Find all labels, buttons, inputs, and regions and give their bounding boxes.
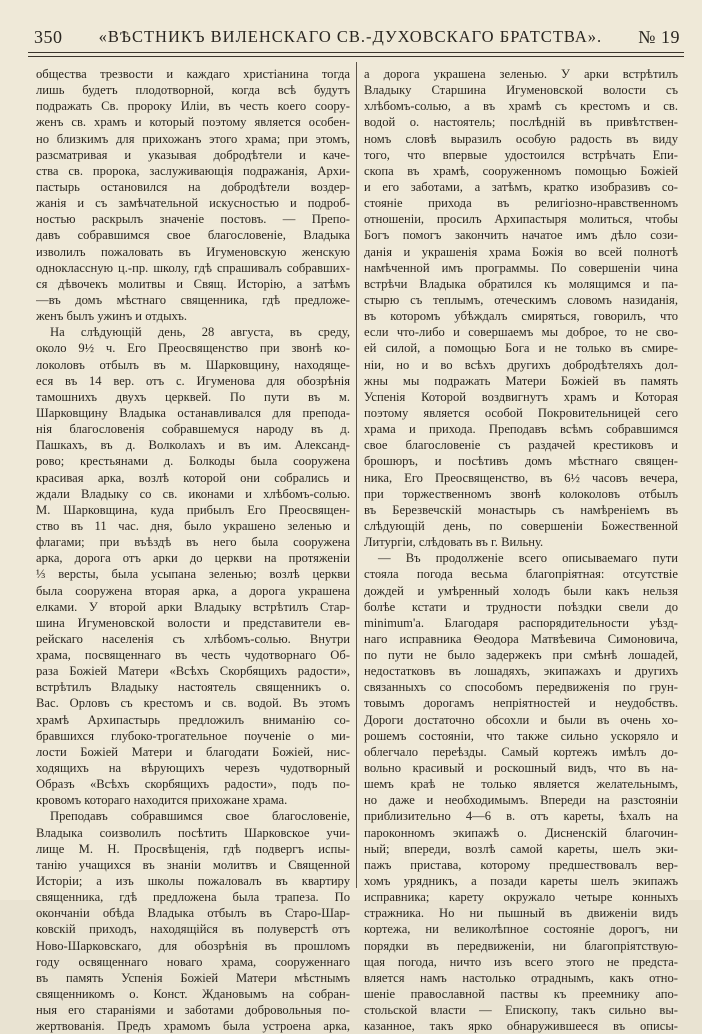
text-line: данія и украшенія храма Божія во всей полнотѣ <box>364 244 678 259</box>
text-line: наго исправника Ѳеодора Матвѣевича Симоновича, <box>364 631 678 646</box>
text-line: лости Божіей Матери и благодати Божіей, нис- <box>36 744 350 759</box>
text-line: ніи, но и во всѣхъ другихъ добродѣтеляхъ дол- <box>364 357 678 372</box>
text-line: при торжественномъ звонѣ колоколовъ отбылъ <box>364 486 678 501</box>
text-line: женъ былъ ужинъ и отдыхъ. <box>36 309 188 324</box>
text-line: храмѣ Архипастырь предложилъ вниманію со- <box>36 712 350 727</box>
text-line: связанныхъ со способомъ передвиженія по грун- <box>364 680 678 695</box>
text-line: шина Игуменовской волости и представители ев- <box>36 615 350 630</box>
text-line: исправника; карету окружало четыре конныхъ <box>364 890 678 905</box>
text-line: Шарковщину Владыка останавливался для препода- <box>36 405 350 420</box>
text-line: Владыку Старшина Игуменовской волости съ <box>364 83 678 98</box>
text-line: локоловъ отбылъ въ м. Шарковщину, находяще- <box>36 357 350 372</box>
text-line: — Въ продолженіе всего описываемаго пути <box>378 551 678 566</box>
text-line: ныя его стараніями и заботами добровольныя по- <box>36 1003 350 1018</box>
text-line: Дороги достаточно обсохли и были въ очень хо- <box>364 712 678 727</box>
text-line: стырю съ теплымъ, отеческимъ словомъ назиданія, <box>364 292 678 307</box>
text-line: облегчало переѣзды. Самый кортежъ имѣлъ до- <box>364 744 678 759</box>
text-line: ства св. пророка, заслуживающія подражанія, Архи- <box>36 163 350 178</box>
left-text-column <box>36 66 350 1034</box>
text-line: встрѣчи Владыка обратился къ молящимся и па- <box>364 276 678 291</box>
text-line: приблизительно 4—6 в. отъ кареты, ѣхалъ на <box>364 809 678 824</box>
text-line: раза Божіей Матери «Всѣхъ Скорбящихъ радости», <box>36 664 350 679</box>
text-line: арка, дорога отъ арки до церкви на протяженіи <box>36 551 350 566</box>
text-line: Ново-Шарковскаго, для обозрѣнія въ прошломъ <box>36 938 350 953</box>
text-line: жанія и съ замѣчательной искусностью и подроб- <box>36 196 350 211</box>
text-line: танію учащихся въ знаніи молитвъ и Священной <box>36 857 350 872</box>
text-line: тамошнихъ двухъ церквей. По пути въ м. <box>36 389 350 404</box>
text-line: скопа въ храмѣ, сооруженномъ помощью Божіей <box>364 163 678 178</box>
text-line: Вас. Орловъ съ крестомъ и св. водой. Въ этомъ <box>36 696 350 711</box>
text-line: священникомъ о. Конст. Ждановымъ на собран- <box>36 987 350 1002</box>
text-line: флагами; при въѣздѣ въ него была сооружена <box>36 535 350 550</box>
text-line: брошюръ, и посѣтивъ домъ мѣстнаго священ- <box>364 454 678 469</box>
text-line: около 9½ ч. Его Преосвященство при звонѣ ко- <box>36 341 350 356</box>
text-line: щая погода, ничто изъ всего этого не предста- <box>364 954 678 969</box>
text-line: стольской власти — Епископу, такъ сильно вы- <box>364 1003 678 1018</box>
text-line: если что-либо и совершаемъ мы доброе, то не сво- <box>364 325 678 340</box>
text-line: и его заботами, а затѣмъ, кратко изобразивъ со- <box>364 179 678 194</box>
text-line: Исторіи; а изъ школы пожаловалъ въ квартиру <box>36 874 350 889</box>
text-line: ждали Владыку со св. иконами и хлѣбомъ-солью. <box>36 486 350 501</box>
text-line: стояла погода весьма благопріятная: отсутствіе <box>364 567 678 582</box>
text-line: болѣе кстати и трудности поѣздки свели до <box>364 599 678 614</box>
text-line: На слѣдующій день, 28 августа, въ среду, <box>50 325 350 340</box>
text-line: Успенія Которой воздвигнутъ храмъ и Которая <box>364 389 678 404</box>
text-line: вольно красивый и роскошный видъ, что въ на- <box>364 761 678 776</box>
text-line: пажъ пристава, которому предшествовалъ вер- <box>364 857 678 872</box>
text-line: лище М. Н. Просвѣщенія, гдѣ подвергъ испы- <box>36 841 350 856</box>
text-line: Богъ помогъ закончить начатое имъ дѣло сози- <box>364 228 678 243</box>
text-line: бравшихся глубоко-трогательное поученіе о ми- <box>36 728 350 743</box>
text-line: М. Шарковщина, куда прибылъ Его Преосвящен- <box>36 502 350 517</box>
text-line: нія благословенія собравшемуся народу въ д. <box>36 422 350 437</box>
text-line: храма, посвященнаго въ честь чудотворнаго Об- <box>36 648 350 663</box>
header-rule-bottom <box>28 56 684 57</box>
text-line: кровомъ котораго находится прихожане храма. <box>36 793 288 808</box>
text-line: ника, Его Преосвященство, въ 6½ часовъ вечера, <box>364 470 678 485</box>
text-line: Владыка соизволилъ посѣтить Шарковское учи- <box>36 825 350 840</box>
text-line: давъ собравшимся свое благословеніе, Владыка <box>36 228 350 243</box>
text-line: храма и прихода. Преподавъ всѣмъ собравшимся <box>364 422 678 437</box>
text-line: году освященнаго новаго храма, сооруженнаго <box>36 954 350 969</box>
text-line: окончаніи обѣда Владыка отбылъ въ Старо-Шар- <box>36 906 350 921</box>
text-line: еся въ 14 вер. отъ с. Игуменова для обозрѣнія <box>36 373 350 388</box>
text-line: пароконномъ экипажѣ о. Дисненскій благочин- <box>364 825 678 840</box>
text-line: красивая арка, возлѣ которой они собрались и <box>36 470 350 485</box>
text-line: ей силой, а помощью Бога и не только въ смире- <box>364 341 678 356</box>
text-line: ⅓ версты, была усыпана зеленью; возлѣ церкви <box>36 567 350 582</box>
text-line: Преподавъ собравшимся свое благословеніе, <box>50 809 350 824</box>
text-line: ностью раскрылъ значеніе постовъ. — Препо- <box>36 212 350 227</box>
text-line: лишь будетъ плодотворной, когда всѣ будутъ <box>36 83 350 98</box>
text-line: подражать Св. пророку Иліи, въ честь коего соору- <box>36 99 350 114</box>
text-line: пастырь остановился на добродѣтели воздер- <box>36 179 350 194</box>
text-line: недостатковъ въ лошадяхъ, экипажахъ и другихъ <box>364 664 678 679</box>
text-line: изволилъ пожаловать въ Игуменовскую женскую <box>36 244 350 259</box>
text-line: общества трезвости и каждаго христіанина тогда <box>36 67 350 81</box>
text-line: порядки въ передвиженіи, ни благопріятствую- <box>364 938 678 953</box>
text-line: рейскаго населенія съ хлѣбомъ-солью. Внутри <box>36 631 350 646</box>
text-line: ся дѣвочекъ молитвы и Свящ. Исторію, а затѣмъ <box>36 276 350 291</box>
text-line: шемъ краѣ не только является желательнымъ, <box>364 777 678 792</box>
text-line: встрѣтилъ Владыку настоятель священникъ о. <box>36 680 350 695</box>
text-line: священника, гдѣ предложена была трапеза. По <box>36 890 350 905</box>
text-line: хлѣбомъ-солью, а въ храмѣ съ крестомъ и св. <box>364 99 678 114</box>
column-divider <box>356 62 357 888</box>
text-line: дождей и умѣренный холодъ были какъ нельзя <box>364 583 678 598</box>
text-line: одноклассную ц.-пр. школу, гдѣ спрашивалъ собравших- <box>36 260 350 275</box>
text-line: рово; крестьянами д. Болкоды была сооружена <box>36 454 350 469</box>
text-line: того, что впервые удостоился встрѣчать Епи- <box>364 147 678 162</box>
text-line: стражника. Но ни пышный въ движеніи видъ <box>364 906 678 921</box>
page-number: 350 <box>34 26 63 47</box>
text-line: рошемъ состояніи, что также сильно ускоряло и <box>364 728 678 743</box>
text-line: Литургіи, слѣдовать въ г. Вильну. <box>364 535 544 550</box>
text-line: стояніе прихода въ религіозно-нравственномъ <box>364 196 678 211</box>
text-line: Образъ «Всѣхъ скорбящихъ радости», подъ по- <box>36 777 350 792</box>
text-line: казанное, такъ ярко обнаружившееся въ описы- <box>364 1019 678 1034</box>
text-line: ковскій приходъ, находящійся въ полуверстѣ отъ <box>36 922 350 937</box>
text-line: minimum'а. Благодаря распорядительности уѣзд- <box>364 615 678 630</box>
text-line: разсматривая и указывая добродѣтели и каче- <box>36 147 350 162</box>
text-line: —въ домъ мѣстнаго священника, гдѣ предложе- <box>36 292 350 307</box>
text-line: ный; впереди, возлѣ самой кареты, шелъ эки- <box>364 841 678 856</box>
header-rule-top <box>28 52 684 53</box>
text-line: а дорога украшена зеленью. У арки встрѣтилъ <box>364 67 678 81</box>
text-line: но даже и необходимымъ. Впереди на разстояніи <box>364 793 678 808</box>
text-line: была сооружена вторая арка, а дорога украшена <box>36 583 350 598</box>
text-line: намѣченной имъ программы. По совершеніи чина <box>364 260 678 275</box>
text-line: женъ св. храмъ и который поэтому является особен- <box>36 115 350 130</box>
right-text-column <box>364 66 678 1034</box>
text-line: кортежа, ни великолѣпное состояніе дорогъ, ни <box>364 922 678 937</box>
text-line: шеніе православной паствы къ преемнику апо- <box>364 987 678 1002</box>
text-line: слѣдующій день, по совершеніи Божественной <box>364 518 678 533</box>
text-line: поэтому является особой Покровительницей сего <box>364 405 678 420</box>
text-line: хомъ урядникъ, а позади кареты шелъ экипажъ <box>364 874 678 889</box>
text-line: жертвованія. Предъ храмомъ была устроена арка, <box>36 1019 350 1034</box>
text-line: товымъ дорогамъ непріятностей и неудобствъ. <box>364 696 678 711</box>
journal-title: «ВѢСТНИКЪ ВИЛЕНСКАГО СВ.-ДУХОВСКАГО БРАТСТВА». <box>98 27 603 46</box>
text-line: въ которомъ убѣждалъ смиряться, говорилъ, что <box>364 309 678 324</box>
text-line: свое благословеніе съ раздачей крестиковъ и <box>364 438 678 453</box>
text-line: водой о. настоятель; послѣдній въ привѣтствен- <box>364 115 678 130</box>
text-line: но близкимъ для прихожанъ этого храма; при этомъ, <box>36 131 350 146</box>
text-line: по пути не было задержекъ при смѣнѣ лошадей, <box>364 648 678 663</box>
text-line: ство въ 11 час. дня, было украшено зеленью и <box>36 518 350 533</box>
text-line: елками. У второй арки Владыку встрѣтилъ Стар- <box>36 599 350 614</box>
text-line: Пашкахъ, въ д. Волколахъ и въ им. Александ- <box>36 438 350 453</box>
text-line: въ память Успенія Божіей Матери мѣстнымъ <box>36 970 350 985</box>
text-line: вляется намъ настолько отраднымъ, какъ отно- <box>364 970 678 985</box>
issue-number: № 19 <box>638 26 680 47</box>
text-line: жны мы подражать Матери Божіей въ память <box>364 373 678 388</box>
running-head <box>34 24 680 50</box>
text-line: номъ словѣ выразилъ особую радость въ виду <box>364 131 678 146</box>
text-line: ходящихъ на вѣрующихъ черезъ чудотворный <box>36 761 350 776</box>
text-line: въ Березвечскій монастырь съ намѣреніемъ въ <box>364 502 678 517</box>
text-line: отношеніи, просилъ Архипастыря молиться, чтобы <box>364 212 678 227</box>
